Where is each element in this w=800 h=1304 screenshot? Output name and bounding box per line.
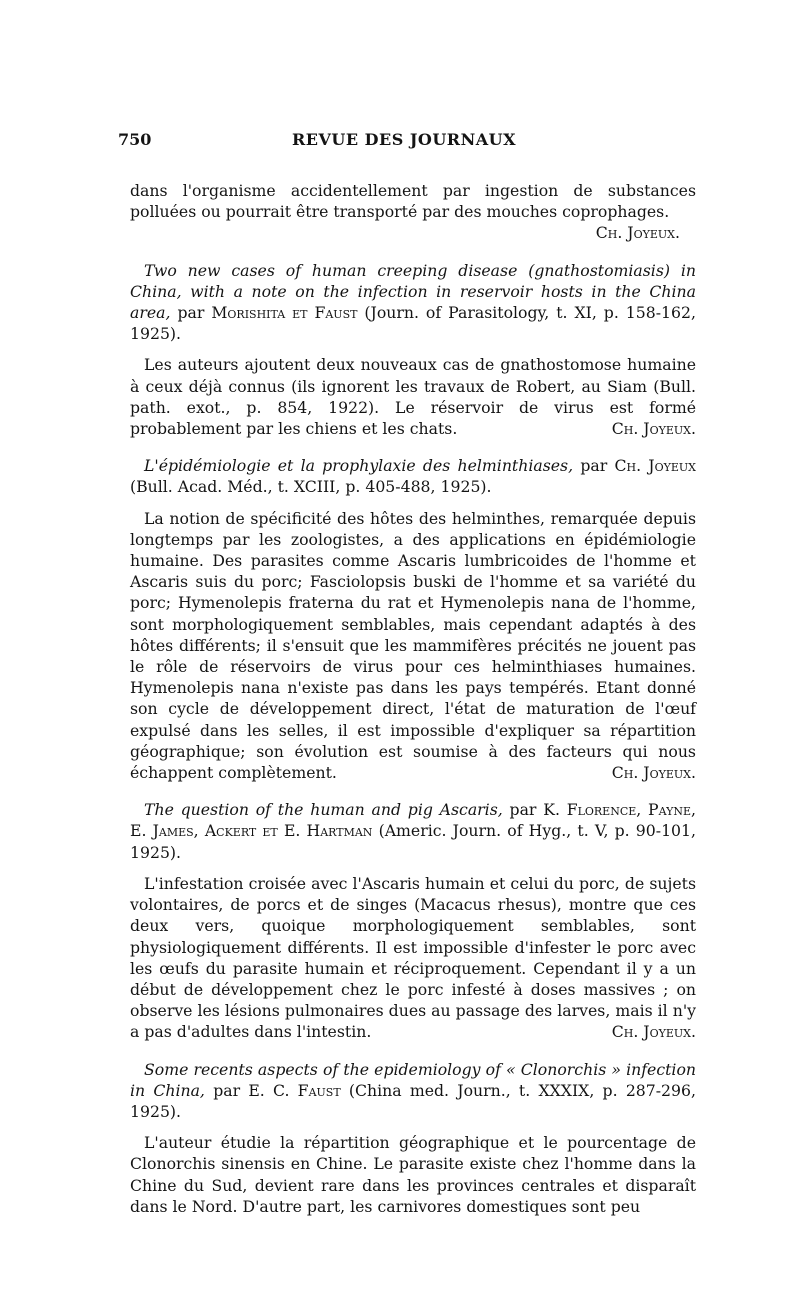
article-authors: E. C. Faust: [248, 1080, 341, 1100]
article-signature: Ch. Joyeux.: [611, 419, 696, 439]
article-signature: Ch. Joyeux.: [611, 1022, 696, 1042]
article-citation: (Journ. of Parasitology, t. XI, p. 158-162, 1925).: [130, 303, 696, 344]
article-authors: Ch. Joyeux: [614, 456, 696, 476]
article-text: La notion de spécificité des hôtes des helminthes, remarquée depuis longtemps par les zoologistes, a des applications en épidémiologie humaine. Des parasites comme Ascaris lumbricoides de l'homme et Ascaris suis du porc; Fasciolopsis buski de l'homme et sa variété du porc; Hymenolepis fraterna du rat et Hymenolepis nana de l'homme, sont morphologiquement semblables, mais cependant adaptés à des hôtes différents; il s'ensuit que les mammifères précités ne jouent pas le rôle de réservoirs de virus pour ces helminthiases humaines. Hymenolepis nana n'existe pas dans les pays tempérés. Etant donné son cycle de développement direct, l'état de maturation de l'œuf expulsé dans les selles, il est impossible d'expliquer sa répartition géographique; son évolution est soumise à des facteurs qui nous échappent complètement.: [130, 508, 696, 783]
article-title: Some recents aspects of the epidemiology of « Clonorchis » infection in China,: [130, 1059, 696, 1100]
article-text: Les auteurs ajoutent deux nouveaux cas de gnathostomose humaine à ceux déjà connus (ils ignorent les travaux de Robert, au Siam (Bull. path. exot., p. 854, 1922). Le réservoir de virus est formé probablement par les chiens et les chats.: [130, 355, 696, 439]
article-authors: Morishita et Faust: [211, 303, 358, 323]
article-citation: (Bull. Acad. Méd., t. XCIII, p. 405-488, 1925).: [130, 477, 492, 497]
article-heading: [130, 799, 696, 863]
article-title: The question of the human and pig Ascaris,: [144, 800, 503, 820]
authors-prefix: par: [213, 1080, 241, 1100]
article-paragraph: [130, 873, 696, 1043]
article-text: L'auteur étudie la répartition géographique et le pourcentage de Clonorchis sinensis en Chine. Le parasite existe chez l'homme dans la Chine du Sud, devient rare dans les provinces centrales et disparaît dans le Nord. D'autre part, les carnivores domestiques sont peu: [130, 1133, 696, 1216]
article-signature: Ch. Joyeux.: [611, 763, 696, 783]
article-paragraph: [130, 354, 696, 439]
authors-prefix: par: [177, 303, 205, 323]
article-citation: (China med. Journ., t. XXXIX, p. 287-296, 1925).: [130, 1080, 696, 1121]
article-title: L'épidémiologie et la prophylaxie des helminthiases,: [144, 456, 574, 476]
authors-prefix: par: [580, 456, 608, 476]
intro-signature: Ch. Joyeux.: [595, 223, 680, 243]
page-number: 750: [118, 130, 152, 149]
article-heading: [130, 1059, 696, 1123]
authors-prefix: par: [509, 800, 537, 820]
article-citation: (Americ. Journ. of Hyg., t. V, p. 90-101, 1925).: [130, 821, 696, 862]
article-heading: [130, 260, 696, 345]
intro-paragraph: dans l'organisme accidentellement par ingestion de substances polluées ou pourrait être transporté par des mouches coprophages.: [130, 181, 696, 222]
page-header: [118, 130, 690, 152]
page-body: [130, 180, 696, 1217]
article-title: Two new cases of human creeping disease (gnathostomiasis) in China, with a note on the infection in reservoir hosts in the China area,: [130, 260, 696, 323]
article-paragraph: [130, 508, 696, 784]
article-authors: K. Florence, Payne, E. James, Ackert et E. Hartman: [130, 800, 696, 841]
article-text: L'infestation croisée avec l'Ascaris humain et celui du porc, de sujets volontaires, de porcs et de singes (Macacus rhesus), montre que ces deux vers, quoique morphologiquement semblables, sont physiologiquement différents. Il est impossible d'infester le porc avec les œufs du parasite humain et réciproquement. Cependant il y a un début de développement chez le porc infesté à doses massives ; on observe les lésions pulmonaires dues au passage des larves, mais il n'y a pas d'adultes dans l'intestin.: [130, 873, 696, 1042]
article-paragraph: [130, 1132, 696, 1217]
article-heading: [130, 455, 696, 497]
running-title: REVUE DES JOURNAUX: [292, 130, 516, 149]
